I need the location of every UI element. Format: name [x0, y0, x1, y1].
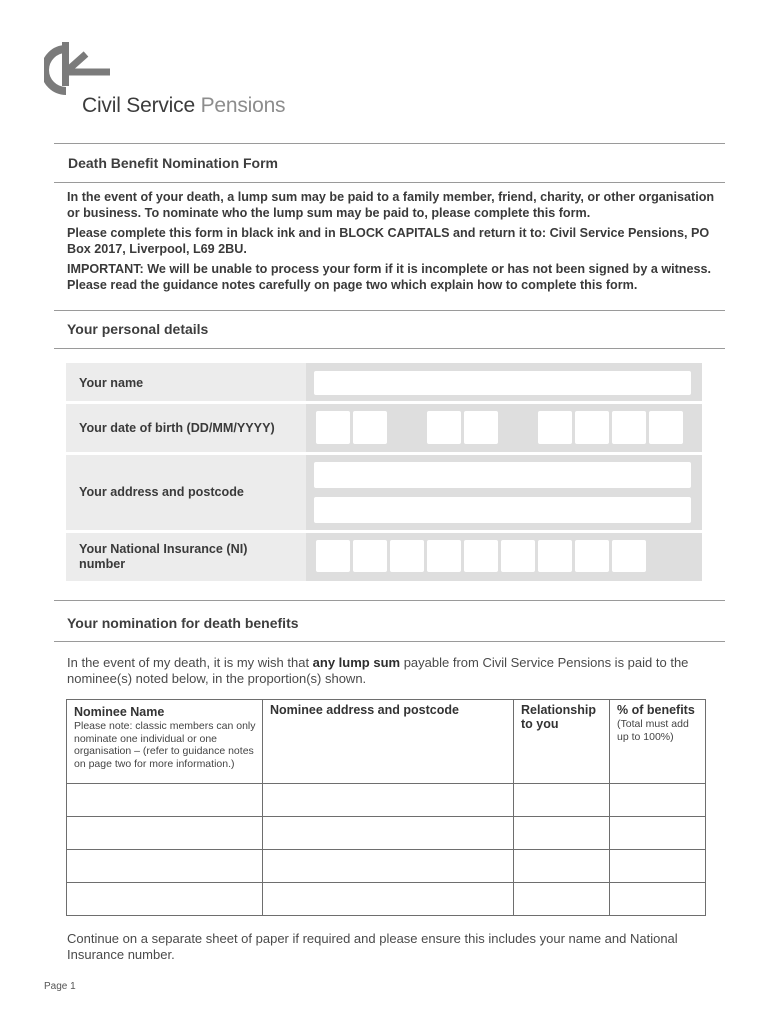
- form-title: Death Benefit Nomination Form: [68, 155, 279, 171]
- divider: [54, 310, 725, 311]
- divider: [54, 600, 725, 601]
- intro-paragraph: IMPORTANT: We will be unable to process your form if it is incomplete or has not been signed by a witness. Please read the guidance notes carefully on page two which explain how to complete this form.: [67, 262, 712, 292]
- nominee-address-cell[interactable]: [263, 784, 514, 817]
- nomination-intro: [67, 655, 717, 687]
- dob-label: Your date of birth (DD/MM/YYYY): [79, 421, 275, 435]
- column-header-percent: [610, 700, 706, 784]
- brand-name: [82, 94, 285, 118]
- ni-digit-4[interactable]: [427, 540, 461, 572]
- divider: [54, 641, 725, 642]
- ni-row: [66, 533, 702, 581]
- brand-name-part2: Pensions: [200, 94, 286, 117]
- nominee-name-heading: Nominee Name: [74, 705, 165, 719]
- table-row: [67, 817, 706, 850]
- nominee-address-cell[interactable]: [263, 883, 514, 916]
- percent-heading: % of benefits: [617, 703, 695, 717]
- address-label: Your address and postcode: [79, 485, 244, 499]
- nomination-intro-emphasis: any lump sum: [312, 655, 401, 670]
- column-header-relationship: [514, 700, 610, 784]
- nomination-intro-start: In the event of my death, it is my wish that: [67, 655, 313, 670]
- relationship-cell[interactable]: [514, 817, 610, 850]
- ni-digit-9[interactable]: [612, 540, 646, 572]
- nominee-name-cell[interactable]: [67, 883, 263, 916]
- brand-name-part1: Civil Service: [82, 94, 195, 117]
- dob-day-digit-1[interactable]: [316, 411, 350, 444]
- name-row: [66, 363, 702, 401]
- ni-digit-5[interactable]: [464, 540, 498, 572]
- relationship-cell[interactable]: [514, 784, 610, 817]
- divider: [54, 182, 725, 183]
- ni-digit-1[interactable]: [316, 540, 350, 572]
- section-title-personal-details: Your personal details: [67, 321, 209, 337]
- intro-paragraph: Please complete this form in black ink and in BLOCK CAPITALS and return it to: Civil Service Pensions, PO Box 2017, Liverpool, L69 2BU.: [67, 226, 710, 256]
- continuation-note: Continue on a separate sheet of paper if required and please ensure this includes your name and National Insurance number.: [67, 931, 678, 962]
- section-title-nomination: Your nomination for death benefits: [67, 615, 299, 631]
- ni-digit-8[interactable]: [575, 540, 609, 572]
- table-row: [67, 850, 706, 883]
- relationship-cell[interactable]: [514, 850, 610, 883]
- name-input[interactable]: [314, 371, 691, 395]
- ni-digit-3[interactable]: [390, 540, 424, 572]
- address-line-1-input[interactable]: [314, 462, 691, 488]
- dob-year-digit-2[interactable]: [575, 411, 609, 444]
- nominee-name-cell[interactable]: [67, 850, 263, 883]
- nominee-name-cell[interactable]: [67, 784, 263, 817]
- divider: [54, 348, 725, 349]
- nominee-address-heading: Nominee address and postcode: [270, 703, 459, 717]
- page-number: Page 1: [44, 981, 76, 992]
- dob-day-digit-2[interactable]: [353, 411, 387, 444]
- ni-digit-7[interactable]: [538, 540, 572, 572]
- dob-row: [66, 404, 702, 452]
- nominee-table-header: [67, 700, 706, 784]
- nominee-name-note: Please note: classic members can only nominate one individual or one organisation – (refer to guidance notes on page two for more information.): [74, 720, 256, 770]
- percent-cell[interactable]: [610, 883, 706, 916]
- dob-year-digit-3[interactable]: [612, 411, 646, 444]
- relationship-heading: Relationship to you: [521, 703, 597, 731]
- nominee-address-cell[interactable]: [263, 817, 514, 850]
- address-line-2-input[interactable]: [314, 497, 691, 523]
- address-row: [66, 455, 702, 530]
- ni-label: Your National Insurance (NI) number: [79, 542, 248, 571]
- ni-digit-2[interactable]: [353, 540, 387, 572]
- dob-year-digit-1[interactable]: [538, 411, 572, 444]
- nomination-intro-end: payable from Civil Service Pensions is paid to the nominee(s) noted below, in the proportion(s) shown.: [67, 655, 689, 686]
- table-row: [67, 883, 706, 916]
- nominee-address-cell[interactable]: [263, 850, 514, 883]
- column-header-address: [263, 700, 514, 784]
- divider: [54, 143, 725, 144]
- table-row: [67, 784, 706, 817]
- dob-month-digit-1[interactable]: [427, 411, 461, 444]
- dob-year-digit-4[interactable]: [649, 411, 683, 444]
- intro-text: [67, 190, 727, 298]
- percent-cell[interactable]: [610, 784, 706, 817]
- intro-paragraph: In the event of your death, a lump sum may be paid to a family member, friend, charity, or other organisation or business. To nominate who the lump sum may be paid to, please complete this form.: [67, 190, 715, 220]
- percent-cell[interactable]: [610, 850, 706, 883]
- percent-cell[interactable]: [610, 817, 706, 850]
- percent-note: (Total must add up to 100%): [617, 718, 689, 743]
- nominee-table: [66, 699, 706, 916]
- dob-month-digit-2[interactable]: [464, 411, 498, 444]
- ni-digit-6[interactable]: [501, 540, 535, 572]
- name-label: Your name: [79, 376, 144, 390]
- relationship-cell[interactable]: [514, 883, 610, 916]
- column-header-nominee-name: [67, 700, 263, 784]
- nominee-name-cell[interactable]: [67, 817, 263, 850]
